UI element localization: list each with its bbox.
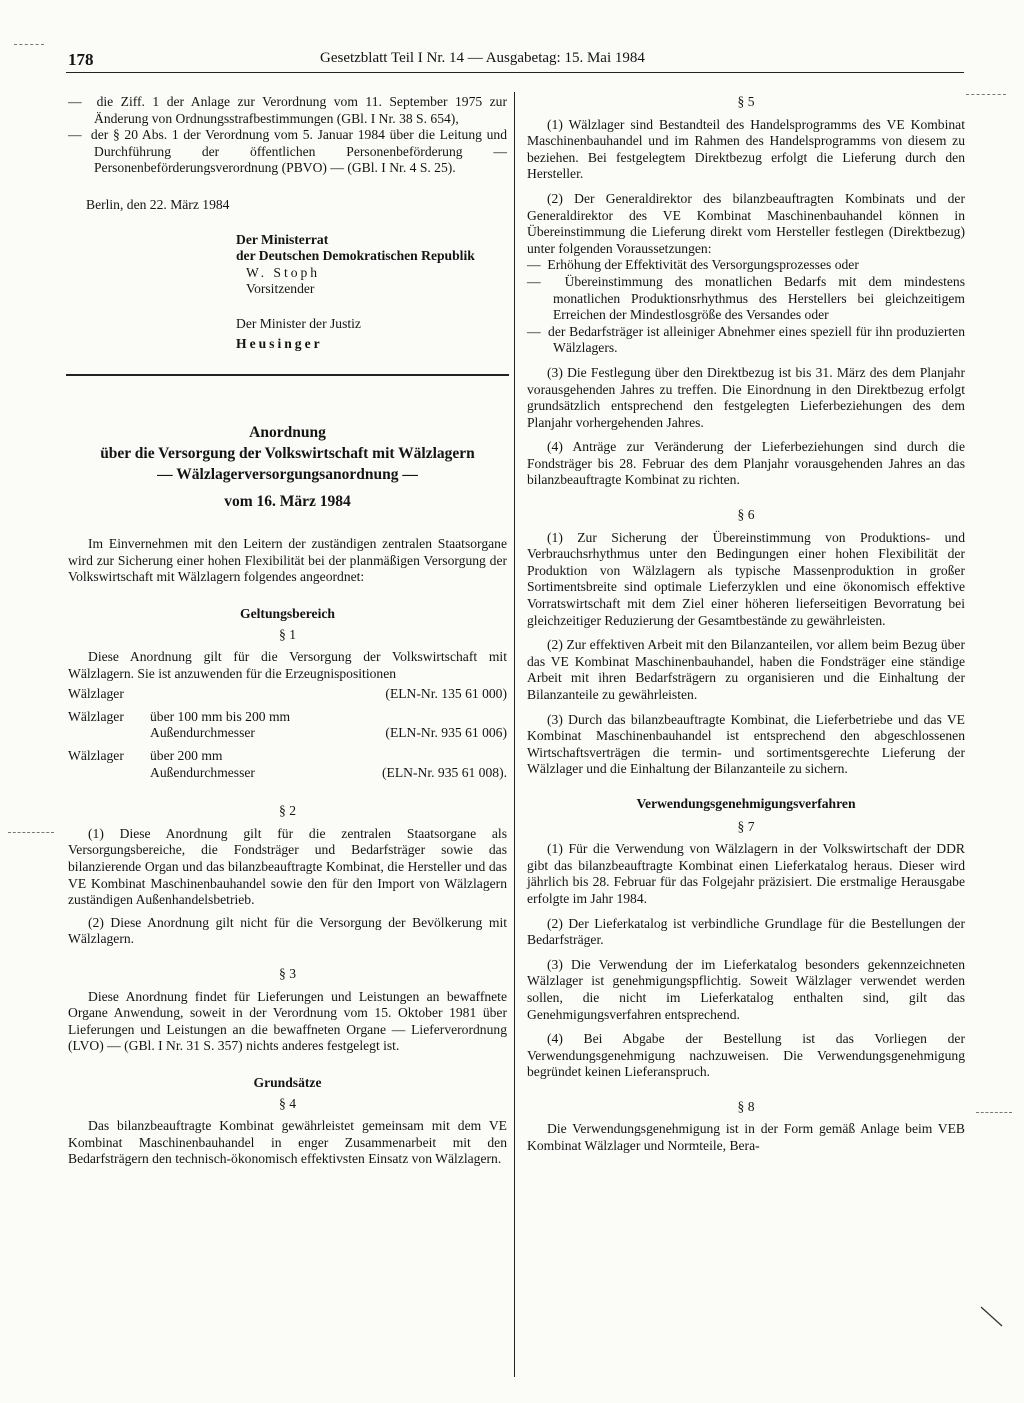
page-header-title: Gesetzblatt Teil I Nr. 14 — Ausgabetag: 15. Mai 1984: [320, 50, 645, 66]
minister-name: Heusinger: [236, 335, 323, 351]
signatory-org: Der Ministerrat: [236, 231, 329, 247]
section-7-paragraph: (2) Der Lieferkatalog ist verbindliche Grundlage für die Bestellungen der Bedarfsträger.: [527, 915, 965, 948]
section-4-heading: § 4: [279, 1095, 296, 1111]
heading-grundsaetze: Grundsätze: [253, 1074, 322, 1090]
margin-mark: [966, 94, 1006, 95]
section-7-paragraph: (1) Für die Verwendung von Wälzlagern in der Volkswirtschaft der DDR gibt das bilanzbeauftragte Kombinat einen Lieferkatalog heraus. Dieser wird jährlich bis 28. Februar für das Folgejahr präzisiert. Die erstmalige Herausgabe erfolgte im Jahr 1984.: [527, 841, 965, 906]
section-5-paragraph: (4) Anträge zur Veränderung der Lieferbeziehungen sind durch die Fondsträger bis 28. Februar des dem Planjahr vorausgehenden Jahres an das bilanzbeauftragte Kombinat zu richten.: [527, 439, 965, 488]
place-date: Berlin, den 22. März 1984: [86, 196, 230, 212]
preamble: Im Einvernehmen mit den Leitern der zuständigen zentralen Staatsorgane wird zur Sicherung einer hohen Flexibilität bei der planmäßigen Versorgung der Volkswirtschaft mit Wälzlagern folgendes angeordnet:: [68, 536, 507, 585]
document-title: [68, 422, 507, 512]
section-2-paragraph: (1) Diese Anordnung gilt für die zentralen Staatsorgane als Versorgungsbereiche, die Fondsträger und Bedarfsträger sowie das bilanzierende Organ und das bilanzbeauftragte Kombinat, die Hersteller und das VE Kombinat Maschinenbauhandel sowie den für den Import von Wälzlagern zuständigen Außenhandelsbetrieb.: [68, 825, 507, 908]
section-separator: [66, 374, 509, 376]
section-5-paragraph: (1) Wälzlager sind Bestandteil des Handelsprogramms des VE Kombinat Maschinenbauhandel und im Rahmen des Handelsprogramms von diesem zu beziehen. Bei festgelegtem Direktbezug erfolgt die Lieferung durch den Hersteller.: [527, 116, 965, 182]
margin-mark: [8, 832, 54, 833]
margin-stroke: [980, 1306, 1004, 1328]
list-item: — die Ziff. 1 der Anlage zur Verordnung vom 11. September 1975 zur Änderung von Ordnungsstrafbestimmungen (GBl. I Nr. 38 S. 654),: [68, 94, 508, 126]
section-7-heading: § 7: [737, 818, 755, 834]
position-row: Wälzlager über 200 mm Außendurchmesser (ELN-Nr. 935 61 008).: [68, 748, 507, 780]
signature-block: [68, 232, 507, 353]
section-6-paragraph: (1) Zur Sicherung der Übereinstimmung von Produktions- und Verbrauchsrhythmus unter den Bedingungen einer hohen Flexibilität der Produktion von Wälzlagern als typische Massenproduktion in großer Sortimentsbreite sind optimale Lieferzyklen und eine ökonomisch effektive Vorratswirtschaft mit dem Ziel einer höheren lieferseitigen Bevorratung bei gleichzeitiger Reduzierung der Gesamtbestände zu gewährleisten.: [527, 529, 965, 628]
title-date: vom 16. März 1984: [224, 493, 351, 511]
list-item: — der § 20 Abs. 1 der Verordnung vom 5. Januar 1984 über die Leitung und Durchführung der öffentlichen Personenbeförderung — Personenbeförderungsverordnung (PBVO) — (GBl. I Nr. 4 S. 25).: [68, 127, 507, 176]
title-line: Anordnung: [249, 424, 326, 442]
signatory-name: W. Stoph: [246, 264, 321, 280]
conditions-list: [527, 257, 965, 357]
left-column: [68, 94, 507, 1168]
section-1-text: Diese Anordnung gilt für die Versorgung der Volkswirtschaft mit Wälzlagern. Sie ist anzuwenden für die Erzeugnispositionen: [68, 649, 507, 681]
section-4-text: Das bilanzbeauftragte Kombinat gewährleistet gemeinsam mit dem VE Kombinat Maschinenbauhandel in enger Zusammenarbeit mit den Bedarfsträgern den technisch-ökonomisch effektivsten Einsatz von Wälzlagern.: [68, 1118, 507, 1167]
section-8-text: Die Verwendungsgenehmigung ist in der Form gemäß Anlage beim VEB Kombinat Wälzlager und Normteile, Bera-: [527, 1121, 965, 1154]
amendment-list: [68, 94, 507, 177]
position-row: Wälzlager (ELN-Nr. 135 61 000): [68, 686, 507, 702]
list-item: — der Bedarfsträger ist alleiniger Abnehmer eines speziell für ihn produzierten Wälzlagers.: [527, 323, 966, 356]
section-3-text: Diese Anordnung findet für Lieferungen und Leistungen an bewaffnete Organe Anwendung, soweit in der Verordnung vom 15. Oktober 1981 über Lieferungen und Leistungen an die bewaffneten Organe — Lieferverordnung (LVO) — (GBl. I Nr. 31 S. 357) nichts anderes festgelegt ist.: [68, 988, 507, 1054]
minister-role: Der Minister der Justiz: [236, 315, 361, 331]
signatory-role: Vorsitzender: [246, 281, 315, 297]
section-5-paragraph: (3) Die Festlegung über den Direktbezug ist bis 31. März des dem Planjahr vorausgehenden Jahres zu treffen. Die Einordnung in den Direktbezug erfolgt grundsätzlich entsprechend den festgelegten Lieferbeziehungen des dem Planjahr vorhergehenden Jahres.: [527, 364, 965, 430]
margin-mark: [976, 1112, 1012, 1113]
section-8-heading: § 8: [737, 1098, 755, 1114]
margin-mark: [14, 44, 44, 45]
column-divider: [514, 92, 515, 1377]
heading-verwendung: Verwendungsgenehmigungsverfahren: [636, 795, 856, 811]
title-line: — Wälzlagerversorgungsanordnung —: [157, 466, 418, 484]
list-item: — Übereinstimmung des monatlichen Bedarfs mit dem mindestens monatlichen Produktionsrhythmus des Herstellers bei gleichzeitigem Erreichen der Mindestlosgröße des Versandes oder: [527, 273, 966, 323]
section-6-heading: § 6: [737, 507, 755, 523]
section-7-paragraph: (3) Die Verwendung der im Lieferkatalog besonders gekennzeichneten Wälzlager ist genehmigungspflichtig. Soweit Wälzlager verwendet werden sollen, die nicht im Lieferkatalog enthalten sind, gilt das Genehmigungsverfahren entsprechend.: [527, 956, 965, 1022]
right-column: [527, 94, 965, 1155]
section-6-paragraph: (2) Zur effektiven Arbeit mit den Bilanzanteilen, vor allem beim Bezug über das VE Kombinat Maschinenbauhandel, haben die Fondsträger eine ständige Arbeit mit ihren Bedarfsträgern zu organisieren und die Einhaltung der Bilanzanteile zu gewährleisten.: [527, 637, 965, 702]
section-7-paragraph: (4) Bei Abgabe der Bestellung ist das Vorliegen der Verwendungsgenehmigung nachzuweisen. Die Verwendungsgenehmigung begründet keinen Lieferanspruch.: [527, 1031, 965, 1080]
header-rule: [66, 72, 964, 73]
signatory-org-name: der Deutschen Demokratischen Republik: [236, 248, 475, 264]
section-6-paragraph: (3) Durch das bilanzbeauftragte Kombinat, die Lieferbetriebe und das VE Kombinat Maschinenbauhandel ist entsprechend den abgeschlossenen Wirtschaftsverträgen die termin- und sortimentsgerechte Lieferung der Wälzlager und die Einhaltung der Bilanzanteile zu sichern.: [527, 711, 965, 777]
title-line: über die Versorgung der Volkswirtschaft mit Wälzlagern: [100, 445, 475, 463]
section-2-heading: § 2: [279, 803, 296, 819]
page-number: 178: [68, 50, 94, 69]
list-item: — Erhöhung der Effektivität des Versorgungsprozesses oder: [527, 257, 859, 273]
position-row: Wälzlager über 100 mm bis 200 mm Außendurchmesser (ELN-Nr. 935 61 006): [68, 708, 507, 741]
section-5-paragraph: (2) Der Generaldirektor des bilanzbeauftragten Kombinats und der Generaldirektor des VE Kombinat Maschinenbauhandel können in Übereinstimmung die Lieferung direkt vom Hersteller festlegen (Direktbezug) unter folgenden Voraussetzungen:: [527, 190, 965, 256]
section-1-heading: § 1: [279, 626, 296, 642]
section-5-heading: § 5: [737, 94, 755, 109]
position-list: [68, 686, 507, 781]
section-2-paragraph: (2) Diese Anordnung gilt nicht für die Versorgung der Bevölkerung mit Wälzlagern.: [68, 914, 507, 947]
section-3-heading: § 3: [279, 966, 296, 981]
heading-geltungsbereich: Geltungsbereich: [240, 605, 335, 621]
